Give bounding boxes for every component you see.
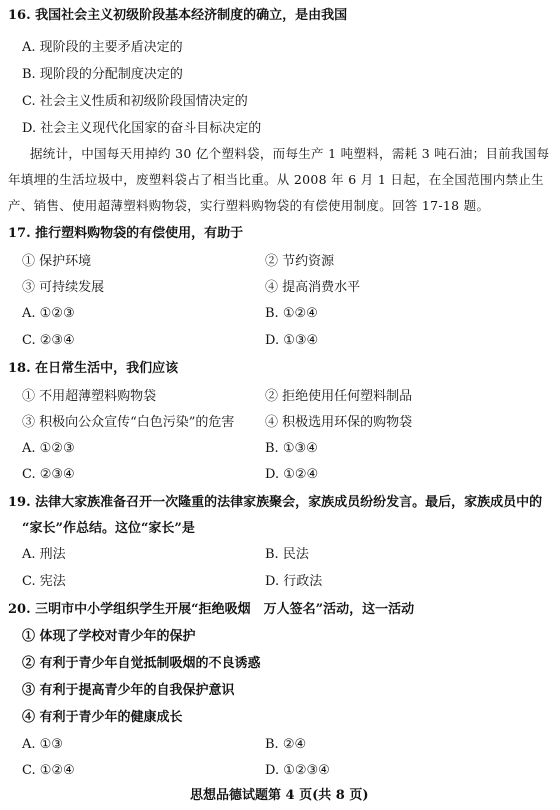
q16-option-c: C. 社会主义性质和初级阶段国情决定的 xyxy=(22,94,248,109)
q18-option-a: A. ①②③ xyxy=(22,441,75,456)
q19-option-c: C. 宪法 xyxy=(22,574,66,589)
q19-option-b: B. 民法 xyxy=(265,547,309,562)
q17-option-a: A. ①②③ xyxy=(22,306,75,321)
question-19-stem-line-2: “家长”作总结。这位“家长”是 xyxy=(22,521,195,536)
q18-option-b: B. ①③④ xyxy=(265,441,318,456)
q17-option-c: C. ②③④ xyxy=(22,333,75,348)
q17-item-4: ④ 提高消费水平 xyxy=(265,280,361,295)
page-footer: 思想品德试题第 4 页(共 8 页) xyxy=(190,788,369,803)
question-18-stem: 18. 在日常生活中，我们应该 xyxy=(8,361,179,376)
question-17-stem: 17. 推行塑料购物袋的有偿使用，有助于 xyxy=(8,226,244,241)
q20-item-1: ① 体现了学校对青少年的保护 xyxy=(22,629,196,644)
q16-option-b: B. 现阶段的分配制度决定的 xyxy=(22,67,183,82)
question-19-stem-line-1: 19. 法律大家族准备召开一次隆重的法律家族聚会，家族成员纷纷发言。最后，家族成员中的 xyxy=(8,495,543,510)
q19-option-d: D. 行政法 xyxy=(265,574,323,589)
q18-item-4: ④ 积极选用环保的购物袋 xyxy=(265,415,413,430)
q20-option-b: B. ②④ xyxy=(265,737,307,752)
q20-option-c: C. ①②④ xyxy=(22,763,75,778)
q20-option-a: A. ①③ xyxy=(22,737,63,752)
q18-option-d: D. ①②④ xyxy=(265,467,319,482)
q20-item-3: ③ 有利于提高青少年的自我保护意识 xyxy=(22,683,235,698)
question-16-stem: 16. 我国社会主义初级阶段基本经济制度的确立，是由我国 xyxy=(8,8,348,23)
q17-item-3: ③ 可持续发展 xyxy=(22,280,105,295)
q18-item-2: ② 拒绝使用任何塑料制品 xyxy=(265,389,413,404)
q18-option-c: C. ②③④ xyxy=(22,467,75,482)
q18-item-3: ③ 积极向公众宣传“白色污染”的危害 xyxy=(22,415,235,430)
material-line-2: 年填埋的生活垃圾中，废塑料袋占了相当比重。从 2008 年 6 月 1 日起，在全国范围内禁止生 xyxy=(8,172,544,187)
q17-option-b: B. ①②④ xyxy=(265,306,318,321)
q19-option-a: A. 刑法 xyxy=(22,547,66,562)
q20-option-d: D. ①②③④ xyxy=(265,763,330,778)
q17-item-2: ② 节约资源 xyxy=(265,254,335,269)
q18-item-1: ① 不用超薄塑料购物袋 xyxy=(22,389,157,404)
q20-item-4: ④ 有利于青少年的健康成长 xyxy=(22,710,183,725)
material-line-1: 据统计，中国每天用掉约 30 亿个塑料袋，而每生产 1 吨塑料，需耗 3 吨石油；目前我国每 xyxy=(30,146,550,161)
q20-item-2: ② 有利于青少年自觉抵制吸烟的不良诱惑 xyxy=(22,656,261,671)
question-20-stem: 20. 三明市中小学组织学生开展“拒绝吸烟 万人签名”活动，这一活动 xyxy=(8,602,415,617)
q16-option-a: A. 现阶段的主要矛盾决定的 xyxy=(22,40,183,55)
material-line-3: 产、销售、使用超薄塑料购物袋，实行塑料购物袋的有偿使用制度。回答 17-18 题。 xyxy=(8,198,490,213)
q16-option-d: D. 社会主义现代化国家的奋斗目标决定的 xyxy=(22,121,262,136)
q17-option-d: D. ①③④ xyxy=(265,333,319,348)
q17-item-1: ① 保护环境 xyxy=(22,254,92,269)
